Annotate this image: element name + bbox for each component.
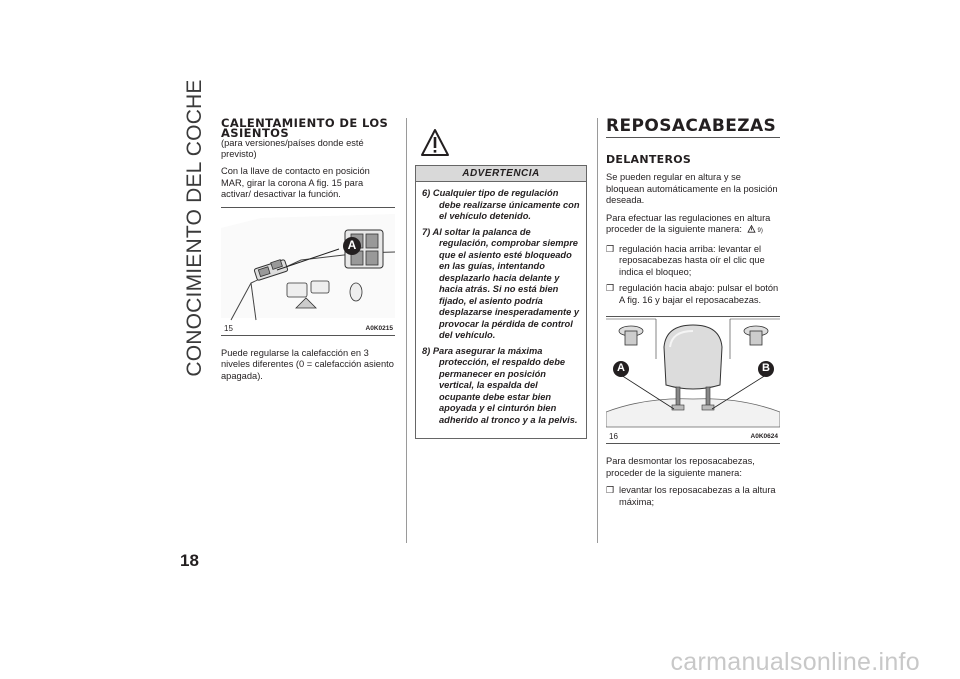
headrests-heading: REPOSACABEZAS	[606, 118, 780, 138]
warning-item-7: 7) Al soltar la palanca de regulación, comprobar siempre que el asiento esté bloqueado en las guías, intentando desplazarlo hacia delante y hacia atrás. Si no está bien fijado, el asiento podría desplazarse inesperadamente y provocar la pérdida de control del vehículo.	[422, 226, 580, 340]
seat-heating-paragraph-1: Con la llave de contacto en posición MAR, girar la corona A fig. 15 para activar/ desactivar la función.	[221, 166, 370, 199]
side-chapter-title-text: CONOCIMIENTO DEL COCHE	[183, 78, 206, 377]
seat-heating-illustration	[221, 208, 395, 335]
list-item-text: regulación hacia arriba: levantar el reposacabezas hasta oír el clic que indica el bloqueo;	[619, 243, 765, 277]
figure-15	[221, 207, 395, 336]
figure-16-callout-a: A	[617, 362, 625, 374]
side-chapter-title	[170, 78, 220, 377]
seat-heating-paragraph-2: Puede regularse la calefacción en 3 niveles diferentes (0 = calefacción asiento apagada).	[221, 347, 394, 381]
list-item-text: regulación hacia abajo: pulsar el botón A fig. 16 y bajar el reposacabezas.	[619, 283, 779, 305]
headrests-paragraph-2	[606, 213, 780, 238]
headrests-paragraph-1: Se pueden regular en altura y se bloquean automáticamente en la posición deseada.	[606, 172, 778, 205]
warning-list	[416, 182, 586, 438]
figure-16-number: 16	[609, 432, 618, 441]
list-item	[606, 244, 780, 279]
figure-16	[606, 316, 780, 444]
warning-title: ADVERTENCIA	[416, 166, 586, 182]
seat-heating-note: (para versiones/países donde esté previsto)	[221, 138, 364, 159]
headrests-paragraph-3: Para desmontar los reposacabezas, proceder de la siguiente manera:	[606, 456, 755, 478]
headrest-adjust-list	[606, 244, 780, 307]
list-item	[606, 485, 780, 508]
column-headrests	[606, 118, 780, 514]
column-warning	[415, 145, 587, 439]
front-headrests-subheading: DELANTEROS	[606, 153, 692, 166]
warning-item-8: 8) Para asegurar la máxima protección, el respaldo debe permanecer en posición vertical, la espalda del ocupante debe estar bien apoyada y el cinturón bien adherido al tronco y a la pelvis.	[422, 345, 578, 425]
checkbox-bullet-icon: ❒	[606, 283, 615, 293]
warning-small-icon	[747, 225, 756, 233]
watermark: carmanualsonline.info	[670, 648, 920, 676]
warning-box	[415, 165, 587, 439]
headrest-illustration	[606, 317, 780, 443]
seat-heating-heading: CALENTAMIENTO DE LOS ASIENTOS	[221, 116, 389, 140]
column-divider-2	[597, 118, 598, 543]
figure-16-callout-b: B	[762, 362, 770, 374]
column-seat-heating	[221, 118, 395, 388]
figure-15-callout: A	[347, 237, 357, 252]
figure-15-code: A0K0215	[365, 324, 393, 332]
warning-item-6: 6) Cualquier tipo de regulación debe realizarse únicamente con el vehículo detenido.	[422, 188, 580, 221]
headrest-removal-list	[606, 485, 780, 508]
figure-16-code: A0K0624	[750, 433, 778, 440]
checkbox-bullet-icon: ❒	[606, 243, 615, 254]
page-number: 18	[180, 551, 199, 570]
headrests-paragraph-2-text: Para efectuar las regulaciones en altura proceder de la siguiente manera:	[606, 212, 771, 234]
list-item-text: levantar los reposacabezas a la altura máxima;	[619, 485, 776, 507]
warning-ref: 9)	[757, 228, 763, 234]
figure-15-number: 15	[224, 323, 233, 333]
checkbox-bullet-icon: ❒	[606, 485, 615, 495]
list-item	[606, 283, 780, 306]
column-divider-1	[406, 118, 407, 543]
